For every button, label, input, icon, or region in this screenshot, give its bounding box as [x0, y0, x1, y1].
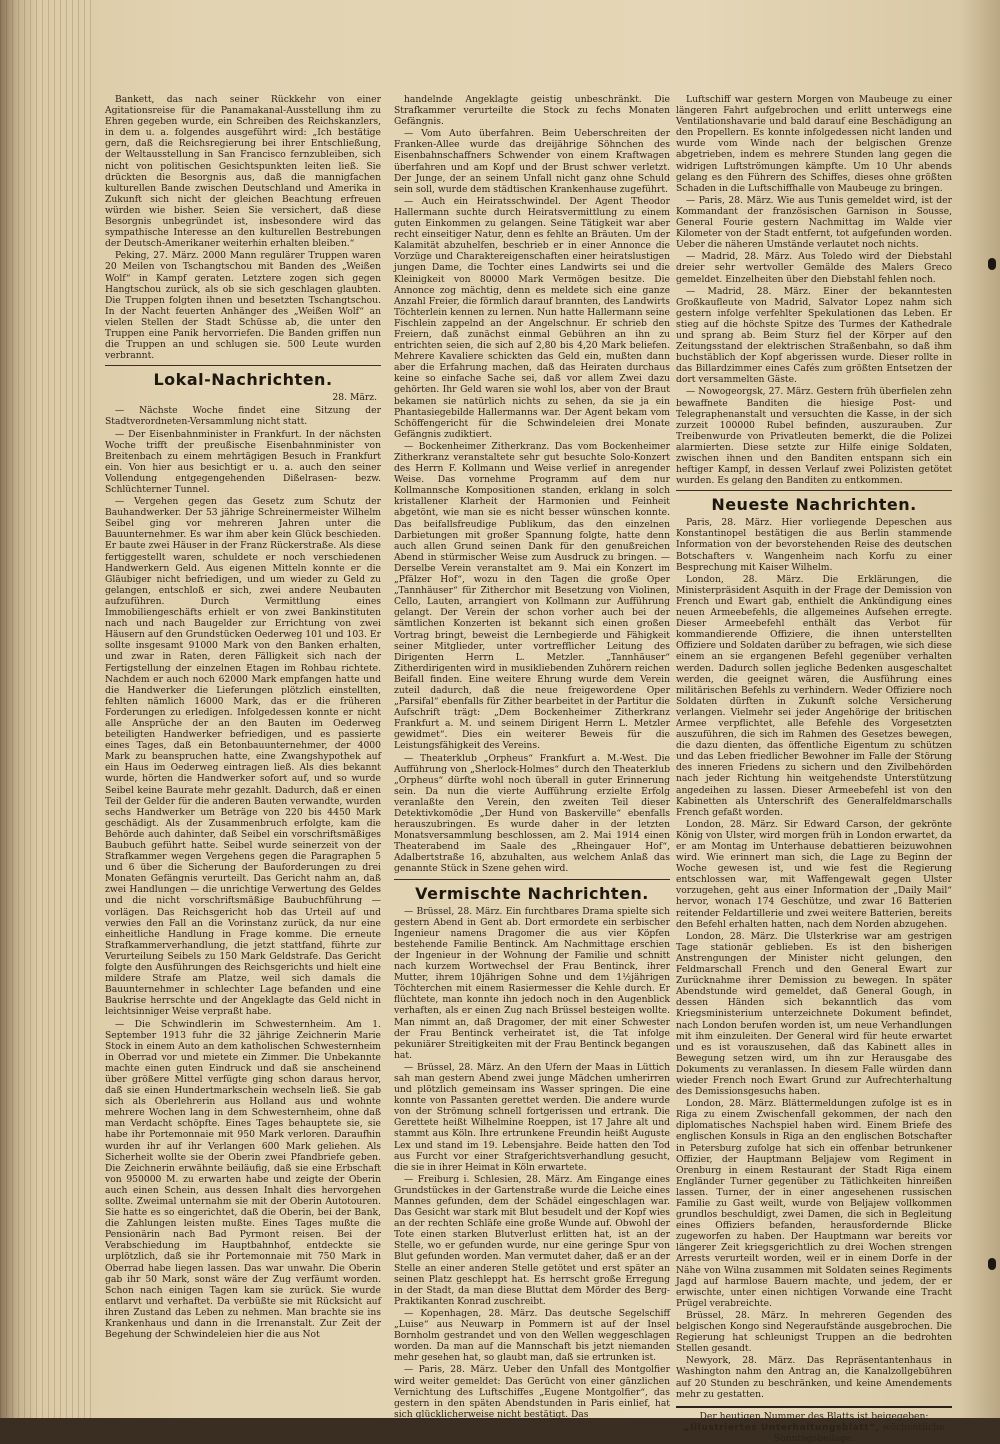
article-paragraph: — Auch ein Heiratsschwindel. Der Agent Theodor Hallermann suchte durch Heiratsvermittlung zu einem guten Einkommen zu gelangen. Seine Tätigkeit war aber recht einseitiger Natur, denn es fehlte an Bräuten. Um der Kalamität abzuhelfen, beschrieb er in einer Annonce die Vorzüge und Charaktereigenschaften einer heiratslustigen jungen Dame, die Tochter eines Landwirts sei und die Kleinigkeit von 80000 Mark Vermögen besitze. Die Annonce zog mächtig, denn es meldete sich eine ganze Anzahl Freier, die förmlich darauf brannten, des Landwirts Töchterlein kennen zu lernen. Nun hatte Hallermann seine Fischlein zappelnd an der Angelschnur. Er schrieb den Freiern, daß zunächst einmal Gebühren an ihn zu entrichten seien, die sich auf 2,80 bis 4,20 Mark beliefen. Mehrere Kavaliere schickten das Geld ein, mußten dann aber die Erfahrung machen, daß das Heiraten durchaus keine so einfache Sache sei, daß vor allem Zwei dazu gehörten. Ihr Geld waren sie wohl los, aber von der Braut bekamen sie natürlich nichts zu sehen, da sie ja ein Phantasiegebilde Hallermanns war. Der Agent bekam vom Schöffengericht für die Schwindeleien drei Monate Gefängnis zudiktiert.	[394, 195, 670, 440]
article-paragraph: — Brüssel, 28. März. An den Ufern der Maas in Lüttich sah man gestern Abend zwei junge Mädchen umherirren und plötzlich gemeinsam ins Wasser springen. Die eine konnte von Passanten gerettet werden. Die andere wurde von der Strömung schnell fortgerissen und ertrank. Die Gerettete heißt Wilhelmine Roeppen, ist 17 Jahre alt und stammt aus Köln. Ihre ertrunkene Freundin heißt Auguste Lex und stand im 19. Lebensjahre. Beide hatten den Tod aus Furcht vor einer Strafgerichtsverhandlung gesucht, die sie in ihrer Heimat in Köln erwartete.	[394, 1061, 670, 1173]
column-3	[676, 94, 952, 1444]
article-paragraph: Newyork, 28. März. Das Repräsentantenhaus in Washington nahm den Antrag an, die Kanalzollgebühren auf 20 Stunden zu beschränken, und keine Amendements mehr zu gestatten.	[676, 1355, 952, 1400]
article-paragraph: — Nowogeorgsk, 27. März. Gestern früh überfielen zehn bewaffnete Banditen die hiesige Post- und Telegraphenanstalt und versuchten die Kasse, in der sich zurzeit 100000 Rubel befinden, auszurauben. Zur Treibenwurde von Privatleuten bemerkt, die die Polizei alarmierten. Diese setzte zur Hilfe einige Soldaten, zwischen ihnen und den Banditen entspann sich ein heftiger Kampf, in dessen Verlauf zwei Polizisten getötet wurden. Es gelang den Banditen zu entkommen.	[676, 386, 952, 487]
article-paragraph: — Kopenhagen, 28. März. Das deutsche Segelschiff „Luise“ aus Neuwarp in Pommern ist auf der Insel Bornholm gestrandet und von den Wellen weggeschlagen worden. Da man auf die Mannschaft bis jetzt niemanden mehr gesehen hat, so glaubt man, daß sie ertrunken ist.	[394, 1307, 670, 1364]
section-title-vermischte: Vermischte Nachrichten.	[415, 883, 649, 903]
article-paragraph: — Der Eisenbahnminister in Frankfurt. In der nächsten Woche trifft der preußische Eisenbahnminister von Breitenbach zu einem mehrtägigen Besuch in Frankfurt ein. Von hier aus besichtigt er u. a. auch den seiner Vollendung entgegengehenden Dißelrasen- bezw. Schlüchterner Tunnel.	[105, 428, 381, 495]
article-paragraph: — Theaterklub „Orpheus“ Frankfurt a. M.-West. Die Aufführung von „Sherlock-Holmes“ durch den Theaterklub „Orpheus“ dürfte wohl noch überall in guter Erinnerung sein. Da nun die vierte Aufführung erzielte Erfolg veranlaßte den Verein, den zweiten Teil dieser Detektivkomödie „Der Hund von Baskerville“ ebenfalls herauszubringen. Es wurde daher in der letzten Monatsversammlung beschlossen, am 2. Mai 1914 einen Theaterabend im Saale des „Rheingauer Hof“, Adalbertstraße 16, abzuhalten, aus welchem Anlaß das genannte Stück in Szene gehen wird.	[394, 752, 670, 875]
article-paragraph: Bankett, das nach seiner Rückkehr von einer Agitationsreise für die Panamakanal-Ausstellung ihm zu Ehren gegeben wurde, ein Schreiben des Reichskanzlers, in dem u. a. folgendes ausgeführt wird: „Ich bestätige gern, daß die Reichsregierung bei ihrer Entschließung, der Weltausstellung in San Francisco fernzubleiben, sich nicht von politischen Gesichtspunkten leiten ließ. Sie drückten die Besorgnis aus, daß die mannigfachen kulturellen Bande zwischen Deutschland und Amerika in Zukunft sich nicht der gleichen Beachtung erfreuen würden wie bisher. Seien Sie versichert, daß diese Besorgnis unbegründet ist, insbesondere wird das sympathische Interesse an den kulturellen Bestrebungen der Deutsch-Amerikaner weiterhin erhalten bleiben.“	[105, 94, 381, 250]
article-paragraph: — Bockenheimer Zitherkranz. Das vom Bockenheimer Zitherkranz veranstaltete sehr gut besuchte Solo-Konzert des Herrn F. Kollmann und Weise verlief in anregender Weise. Das vornehme Programm auf dem nur Kollmannsche Kompositionen standen, erklang in solch kristallener Klarheit der Harmonien und Feinheit abgetönt, wie man sie es nicht besser wünschen konnte. Das beifallsfreudige Publikum, das den einzelnen Darbietungen mit großer Spannung folgte, hatte denn auch allen Grund seinen Dank für den genußreichen Abend in stürmischer Weise zum Ausdruck zu bringen. — Derselbe Verein veranstaltet am 9. Mai ein Konzert im „Pfälzer Hof“, wozu in den Tagen die große Oper „Tannhäuser“ für Zitherchor mit Besetzung von Violinen, Cello, Lauten, arrangiert von Kollmann zur Aufführung gelangt. Der Verein der schon vorher auch bei der sämtlichen Konzerten ist bekannt sich einen großen Vortrag bringt, beweist die Lernbegierde und Fähigkeit seiner Mitglieder, unter vortrefflicher Leitung des Dirigenten Herrn L. Metzler. „Tannhäuser“ Zitherdirigenten wird in musikliebenden Zuhörern reichen Beifall finden. Eine weitere Ehrung wurde dem Verein zuteil dadurch, daß die neue freigewordene Oper „Parsifal“ ebenfalls für Zither bearbeitet in der Partitur die Aufschrift trägt: „Dem Bockenheimer Zitherkranz Frankfurt a. M. und seinem Dirigent Herrn L. Metzler gewidmet“. Dies ein weiterer Beweis für die Leistungsfähigkeit des Vereins.	[394, 440, 670, 752]
dateline: 28. März.	[332, 392, 377, 404]
supplement-line-2: wöchentliche Sonntagsbeilage.	[773, 1421, 945, 1444]
article-paragraph: — Brüssel, 28. März. Ein furchtbares Drama spielte sich gestern Abend in Gent ab. Dort ermordete ein serbischer Ingenieur namens Dragomer die aus vier Köpfen bestehende Familie Bentinck. Am Nachmittage erschien der Ingenieur in der Wohnung der Familie und schnitt nach kurzem Wortwechsel der Frau Bentinck, ihrer Mutter, ihrem 10jährigen Sohne und dem 1½jährigen Töchterchen mit einem Rasiermesser die Kehle durch. Er flüchtete, man konnte ihn jedoch noch in den Augenblick verhaften, als er einen Zug nach Brüssel besteigen wollte. Man nimmt an, daß Dragomer, der mit einer Schwester der Frau Bentinck verheiratet ist, die Tat infolge pekuniärer Streitigkeiten mit der Frau Bentinck begangen hat.	[394, 905, 670, 1061]
article-paragraph: Paris, 28. März. Hier vorliegende Depeschen aus Konstantinopel bestätigen die aus Berlin stammende Information von der bevorstehenden Reise des deutschen Botschafters v. Wangenheim nach Korfu zu einer Besprechung mit Kaiser Wilhelm.	[676, 517, 952, 573]
divider	[394, 879, 670, 880]
article-paragraph: London, 28. März. Die Erklärungen, die Ministerpräsident Asquith in der Frage der Demission von French und Ewart gab, enthielt die Ankündigung eines neuen Armeebefehls, die allgemeines Aufsehen erregte. Dieser Armeebefehl enthält das Verbot für kommandierende Offiziere, die ihnen unterstellten Offiziere und Soldaten darüber zu befragen, wie sich diese einem an sie ergangenen Befehl gegenüber verhalten werden. Dadurch sollen jegliche Bedenken ausgeschaltet werden, die geeignet wären, die Ausführung eines militärischen Befehls zu verhindern. Weder Offiziere noch Soldaten dürften in Zukunft solche Versicherung verlangen. Vielmehr sei jeder Angehörige der britischen Armee verpflichtet, alle Befehle des Vorgesetzten auszuführen, die sich im Rahmen des Gesetzes bewegen, die dazu dienten, das öffentliche Eigentum zu schützen und das Leben friedlicher Bewohner im Falle der Störung des inneren Friedens zu sichern und den Zivilbehörden nach jeder Richtung hin weitgehendste Unterstützung angedeihen zu lassen. Dieser Armeebefehl ist von den Kabinetten als Unterschrift des Generalfeldmarschalls French gefaßt worden.	[676, 573, 952, 818]
column-2	[394, 94, 670, 1420]
article-paragraph: London, 28. März. Sir Edward Carson, der gekrönte König von Ulster, wird morgen früh in London erwartet, da er am Montag im Unterhause debattieren beizuwohnen wird. Wie erinnert man sich, die Lage zu Beginn der Woche gewesen ist, und wie fest die Regierung entschlossen war, mit Waffengewalt gegen Ulster vorzugehen, geht aus einer Information der „Daily Mail“ hervor, wonach 174 Geschütze, und zwar 16 Batterien reitender Feldartillerie und zwei weitere Batterien, bereits den Befehl erhalten hatten, nach dem Norden abzugehen.	[676, 818, 952, 930]
article-paragraph: London, 28. März. Die Ulsterkrise war am gestrigen Tage stationär geblieben. Es ist den bisherigen Anstrengungen der Minister nicht gelungen, den Feldmarschall French und den General Ewart zur Zurücknahme ihrer Demission zu bewegen. In später Abendstunde wird gemeldet, daß General Gough, in dessen Händen sich bekanntlich das vom Kriegsministerium unterzeichnete Dokument befindet, nach London berufen worden ist, um neue Verhandlungen mit ihm einzuleiten. Der General wird für heute erwartet und es ist vorauszusehen, daß das Kabinett alles in Bewegung setzen wird, um ihn zur Herausgabe des Dokuments zu veranlassen. In diesem Falle würden dann wieder French noch Ewart Grund zur Aufrechterhaltung des Demissionsgesuchs haben.	[676, 930, 952, 1098]
column-1	[105, 94, 381, 1394]
divider	[105, 365, 381, 366]
article-paragraph: — Paris, 28. März. Wie aus Tunis gemeldet wird, ist der Kommandant der französischen Garnison in Sousse, General Fourie gestern Nachmittag im Walde vier Kilometer von der Stadt entfernt, tot aufgefunden worden. Ueber die näheren Umstände verlautet noch nichts.	[676, 194, 952, 251]
article-paragraph: — Nächste Woche findet eine Sitzung der Stadtverordneten-Versammlung nicht statt.	[105, 405, 381, 428]
article-paragraph: Luftschiff war gestern Morgen von Maubeuge zu einer längeren Fahrt aufgebrochen und erlitt unterwegs eine Ventilationshavarie und bald darauf eine Beschädigung an den Propellern. Es konnte infolgedessen nicht landen und wurde vom Winde nach der belgischen Grenze abgetrieben, indem es mehrere Stunden lang gegen die widrigen Luftströmungen kämpfte. Um 10 Uhr abends gelang es den Führern des Schiffes, dieses ohne größten Schaden in die Luftschiffhalle von Maubeuge zu bringen.	[676, 94, 952, 194]
section-title-lokal: Lokal-Nachrichten.	[153, 370, 333, 390]
divider	[676, 490, 952, 491]
binding-hole-mark	[988, 1258, 996, 1270]
article-paragraph: handelnde Angeklagte geistig unbeschränkt. Die Strafkammer verurteilte die Stock zu fechs Monaten Gefängnis.	[394, 94, 670, 128]
binding-hole-mark	[988, 258, 996, 270]
supplement-title: „Illustriertes Unterhaltungsblatt“,	[683, 1421, 880, 1433]
article-paragraph: London, 28. März. Blättermeldungen zufolge ist es in Riga zu einem Zwischenfall gekommen, der nach den diplomatisches Nachspiel haben wird. Einem Briefe des englischen Konsuls in Riga an den englischen Botschafter in Petersburg zufolge hat sich ein offenbar betrunkener Offizier, der Hauptmann Beljajew vom Regiment in Orenburg in einem Restaurant der Stadt Riga einem Engländer Turner gegenüber zu Tätlichkeiten hinreißen lassen. Turner, der in einer angesehenen russischen Familie zu Gast weilt, wurde von Beljajew vollkommen grundlos beschuldigt, zwei Damen, die sich in Begleitung eines Offiziers befanden, herausfordernde Blicke zugeworfen zu haben. Der Hauptmann war bereits vor längerer Zeit kriegsgerichtlich zu drei Wochen strengen Arrests verurteilt worden, weil er in einem Dorfe in der Nähe von Wilna zusammen mit Soldaten seines Regiments Jagd auf harmlose Bauern machte, und jedem, der er erwischte, unter einen nichtigen Vorwande eine Tracht Prügel verabreichte.	[676, 1098, 952, 1309]
section-title-neueste: Neueste Nachrichten.	[711, 495, 917, 515]
col1-top-articles	[105, 94, 381, 361]
supplement-notice	[676, 1406, 952, 1444]
article-paragraph: — Vergehen gegen das Gesetz zum Schutz der Bauhandwerker. Der 53 jährige Schreinermeister Wilhelm Seibel ging vor mehreren Jahren unter die Bauunternehmer. Es war ihm aber kein Glück beschieden. Er baute zwei Häuser in der Franz Rückerstraße. Als diese fertiggestellt waren, schuldete er noch verschiedenen Handwerkern Geld. Aus eigenen Mitteln konnte er die Gläubiger nicht befriedigen, und um wieder zu Geld zu gelangen, entschloß er sich, zwei andere Neubauten aufzuführen. Durch Vermittlung eines Immobiliengeschäfts erhielt er von zwei Bankinstituten nach und nach Baugelder zur Errichtung von zwei Häusern auf den Grundstücken Oederweg 101 und 103. Er sollte insgesamt 91000 Mark von den Banken erhalten, und zwar in Raten, deren Fälligkeit sich nach der Fertigstellung der einzelnen Etagen im Rohbau richtete. Nachdem er auch noch 62000 Mark empfangen hatte und die Handwerker die Lieferungen plötzlich einstellten, fehlten nämlich 16000 Mark, das er die früheren Forderungen zu erledigen. Infolgedessen konnte er nicht alle Ansprüche der an den Bauten im Oederweg beteiligten Handwerker befriedigen, und es passierte eines Tages, daß ein Betonbauunternehmer, der 4000 Mark zu beanspruchen hatte, eine Zwangshypothek auf ein Haus im Oederweg eintragen ließ. Als dies bekannt wurde, hörten die Handwerker sofort auf, und so wurde Seibel keine Baurate mehr gezahlt. Dadurch, daß er einen Teil der Gelder für die anderen Bauten verwandte, wurden sechs Handwerker um Beträge von 220 bis 4450 Mark geschädigt. Als der Zusammenbruch erfolgte, kam die Behörde auch dahinter, daß Seibel ein vorschriftsmäßiges Baubuch geführt hatte. Seibel wurde seinerzeit von der Strafkammer wegen Vergehens gegen die Paragraphen 5 und 6 über die Sicherung der Bauforderungen zu drei Monaten Gefängnis verurteilt. Das Gericht nahm an, daß zwei Handlungen — die unrichtige Verwertung des Geldes und die nicht vorschriftsmäßige Baubuchführung — vorlägen. Das Reichsgericht hob das Urteil auf und verwies den Fall an die Vorinstanz zurück, da nur eine einheitliche Handlung in Frage komme. Die erneute Strafkammerverhandlung, die jetzt stattfand, führte zur Verurteilung Seibels zu 150 Mark Geldstrafe. Das Gericht folgte den Ausführungen des Reichsgerichts und hielt eine mildere Strafe am Platze, weil sich damals die Bauunternehmer in schlechter Lage befanden und eine Baukrise herrschte und der Angeklagte das Geld nicht in leichtsinniger Weise verprаßt habe.	[105, 496, 381, 1018]
article-paragraph: — Madrid, 28. März. Aus Toledo wird der Diebstahl dreier sehr wertvoller Gemälde des Malers Greco gemeldet. Einzelheiten über den Diebstahl fehlen noch.	[676, 251, 952, 285]
article-paragraph: — Vom Auto überfahren. Beim Ueberschreiten der Franken-Allee wurde das dreijährige Söhnchen des Eisenbahnschaffners Schwender von einem Kraftwagen überfahren und am Kopf und der Brust schwer verletzt. Der Junge, der an seinem Unfall nicht ganz ohne Schuld sein soll, wurde dem städtischen Krankenhause zugeführt.	[394, 128, 670, 195]
article-paragraph: Peking, 27. März. 2000 Mann regulärer Truppen waren 20 Meilen von Tschangtschou mit Banden des „Weißen Wolf“ in Kampf geraten. Letztere zogen sich gegen Hangtschou zurück, als ob sie sich geschlagen glaubten. Die Truppen folgten ihnen und besetzten Tschangtschou. In der Nacht feuerten Anhänger des „Weißen Wolf“ an vielen Stellen der Stadt Schüsse ab, die unter den Truppen eine Panik hervorriefen. Die Banden griffen nun die Truppen an und schlugen sie. 500 Leute wurden verbrannt.	[105, 250, 381, 362]
article-paragraph: — Madrid, 28. März. Einer der bekanntesten Großkaufleute von Madrid, Salvator Lopez nahm sich gestern infolge verfehlter Spekulationen das Leben. Er stieg auf die höchste Spitze des Turmes der Kathedrale und sprang ab. Beim Sturz fiel der Körper auf den Zeitungsstand der elektrischen Straßenbahn, so daß ihm buchstäblich der Kopf abgerissen wurde. Dieser rollte in das Billardzimmer eines Cafés zum größten Entsetzen der dort versammelten Gäste.	[676, 285, 952, 386]
article-paragraph: — Freiburg i. Schlesien, 28. März. Am Eingange eines Grundstückes in der Gartenstraße wurde die Leiche eines Mannes gefunden, dem der Schädel eingeschlagen war. Das Gesicht war stark mit Blut besudelt und der Kopf wies an der rechten Schläfe eine große Wunde auf. Obwohl der Tote einen starken Blutverlust erlitten hat, ist an der Stelle, wo er gefunden wurde, nur eine geringe Spur von Blut gefunden worden. Man vermutet daher, daß er an der Stelle an einer anderen Stelle getötet und erst später an seinen Platz geschleppt hat. Es herrscht große Erregung in der Stadt, da man diese Bluttat dem Mörder des Berg-Praktikanten Konrad zuschreibt.	[394, 1173, 670, 1307]
article-paragraph: — Paris, 28. März. Ueber den Unfall des Montgolfier wird weiter gemeldet: Das Gerücht von einer gänzlichen Vernichtung des Luftschiffes „Eugene Montgolfier“, das gestern in den späten Abendstunden in Paris einlief, hat sich glücklicherweise nicht bestätigt. Das	[394, 1364, 670, 1420]
article-paragraph: Brüssel, 28. März. In mehreren Gegenden des belgischen Kongo sind Negeraufstände ausgebrochen. Die Regierung hat schleunigst Truppen an die bedrohten Stellen gesandt.	[676, 1309, 952, 1355]
book-binding	[0, 0, 96, 1418]
article-paragraph: — Die Schwindlerin im Schwesternheim. Am 1. September 1913 fuhr die 32 jährige Zeichnerin Marie Stock in einem Auto an dem katholischen Schwesternheim in Oberrad vor und mietete ein Zimmer. Die Unbekannte machte einen guten Eindruck und daß sie anscheinend über größere Mittel verfügte ging schon daraus hervor, daß sie einen Hundertmarkschein wechseln ließ. Sie gab sich als Oberlehrerin aus Holland aus und wohnte mehrere Wochen lang in dem Schwesternheim, ohne daß man Verdacht schöpfte. Eines Tages behauptete sie, sie habe ihr Portemonnaie mit 950 Mark verloren. Daraufhin wurden ihr auf ihr Verlangen 600 Mark geliehen. Als Sicherheit wollte sie der Oberin zwei Pfandbriefe geben. Die Zeichnerin erwähnte beiläufig, daß sie eine Erbschaft von 950000 M. zu erwarten habe und zeigte der Oberin auch einen Schein, aus dessen Inhalt dies hervorgehen sollte. Zweimal unternahm sie mit der Oberin Autotouren. Sie hatte es so eingerichtet, daß die Oberin, bei der Bank, die Zahlungen leisten mußte. Eines Tages mußte die Pensionärin nach Bad Pyrmont reisen. Bei der Verabschiedung im Hauptbahnhof, entdeckte sie urplötzlich, daß sie ihr Portemonnaie mit 750 Mark in Oberrad habe liegen lassen. Das war unwahr. Die Oberin gab ihr 50 Mark, sonst wäre der Zug verfäumt worden. Schon nach einigen Tagen kam sie zurück. Sie wurde entlarvt und verhaftet. Da verbüßte sie mit Rücksicht auf ihren Zustand das Leben zu nehmen. Man brachte sie ins Krankenhaus und dann in die Irrenanstalt. Zur Zeit der Begehung der Schwindeleien hier die aus Not	[105, 1018, 381, 1341]
supplement-line-1: Der heutigen Nummer des Blatts ist beigegeben:	[699, 1410, 929, 1422]
